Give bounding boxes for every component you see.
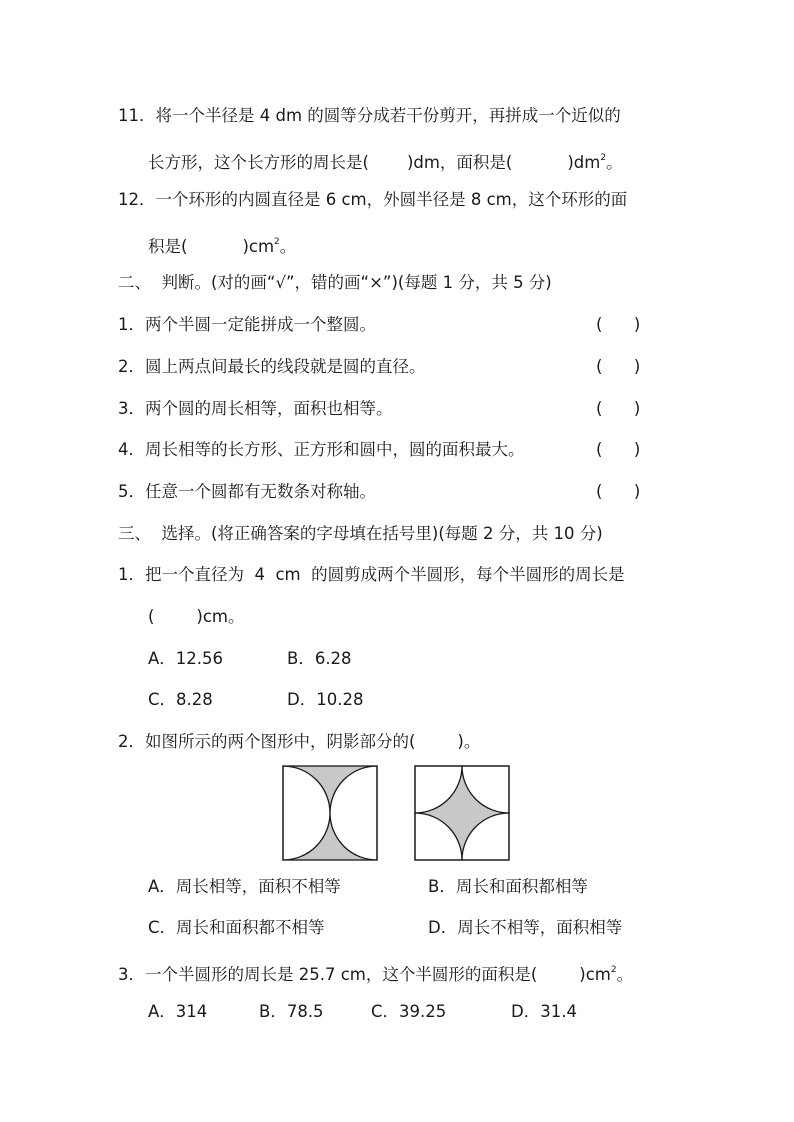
q11-text-c: )dm bbox=[567, 153, 601, 172]
choice-q2-option-b[interactable]: B．周长和面积都相等 bbox=[428, 877, 588, 896]
q12-text-a: 积是( bbox=[148, 237, 188, 256]
choice-q1-line2[interactable]: ( )cm。 bbox=[148, 607, 245, 626]
choice-q3-option-a[interactable]: A．314 bbox=[148, 1002, 208, 1021]
choice-q3-text: 3．一个半圆形的周长是 25.7 cm，这个半圆形的面积是( )cm bbox=[118, 965, 611, 984]
q11-text-b: )dm，面积是( bbox=[406, 153, 513, 172]
judge-item-5: 5．任意一个圆都有无数条对称轴。 bbox=[118, 482, 376, 501]
judge-item-1: 1．两个半圆一定能拼成一个整圆。 bbox=[118, 315, 376, 334]
q11-text-a: 长方形，这个长方形的周长是( bbox=[148, 153, 369, 172]
q11-line2 bbox=[148, 147, 623, 174]
judge-answer-5[interactable]: ( ) bbox=[596, 482, 641, 501]
choice-q2-option-a[interactable]: A．周长相等，面积不相等 bbox=[148, 877, 341, 896]
q12-text-b: )cm bbox=[242, 237, 275, 256]
q12-line1: 12．一个环形的内圆直径是 6 cm，外圆半径是 8 cm，这个环形的面 bbox=[118, 190, 628, 209]
choice-q1-option-d[interactable]: D．10.28 bbox=[287, 690, 364, 709]
judge-answer-4[interactable]: ( ) bbox=[596, 440, 641, 459]
choice-q1-line1: 1．把一个直径为 4 cm 的圆剪成两个半圆形，每个半圆形的周长是 bbox=[118, 565, 625, 584]
choice-q2-option-d[interactable]: D．周长不相等，面积相等 bbox=[428, 918, 623, 937]
judge-answer-2[interactable]: ( ) bbox=[596, 357, 641, 376]
choice-q3-sup: 2 bbox=[610, 965, 617, 975]
judge-item-3: 3．两个圆的周长相等，面积也相等。 bbox=[118, 399, 393, 418]
q11-sup: 2 bbox=[600, 153, 607, 163]
choice-q3-line1 bbox=[118, 959, 633, 986]
q12-end: 。 bbox=[279, 237, 297, 256]
choice-q2-line1: 2．如图所示的两个图形中，阴影部分的( )。 bbox=[118, 732, 481, 751]
figure-2-quarter-circles bbox=[414, 765, 510, 861]
judge-item-2: 2．圆上两点间最长的线段就是圆的直径。 bbox=[118, 357, 426, 376]
choice-q1-option-b[interactable]: B．6.28 bbox=[287, 649, 352, 668]
choice-q2-option-c[interactable]: C．周长和面积都不相等 bbox=[148, 918, 325, 937]
choice-q3-option-d[interactable]: D．31.4 bbox=[511, 1002, 577, 1021]
q12-line2 bbox=[148, 231, 296, 258]
judge-answer-3[interactable]: ( ) bbox=[596, 399, 641, 418]
section2-heading: 二、 判断。(对的画“√”，错的画“×”)(每题 1 分，共 5 分) bbox=[118, 273, 552, 292]
section3-heading: 三、 选择。(将正确答案的字母填在括号里)(每题 2 分，共 10 分) bbox=[118, 524, 603, 543]
q12-sup: 2 bbox=[274, 237, 280, 247]
choice-q3-option-c[interactable]: C．39.25 bbox=[371, 1002, 447, 1021]
choice-q3-option-b[interactable]: B．78.5 bbox=[259, 1002, 324, 1021]
judge-item-4: 4．周长相等的长方形、正方形和圆中，圆的面积最大。 bbox=[118, 440, 525, 459]
choice-q3-end: 。 bbox=[616, 965, 634, 984]
q11-end: 。 bbox=[606, 153, 623, 172]
judge-answer-1[interactable]: ( ) bbox=[596, 315, 641, 334]
choice-q1-option-a[interactable]: A．12.56 bbox=[148, 649, 224, 668]
choice-q1-option-c[interactable]: C．8.28 bbox=[148, 690, 213, 709]
q11-line1: 11．将一个半径是 4 dm 的圆等分成若干份剪开，再拼成一个近似的 bbox=[118, 106, 621, 125]
figure-1-semicircles bbox=[282, 765, 378, 861]
